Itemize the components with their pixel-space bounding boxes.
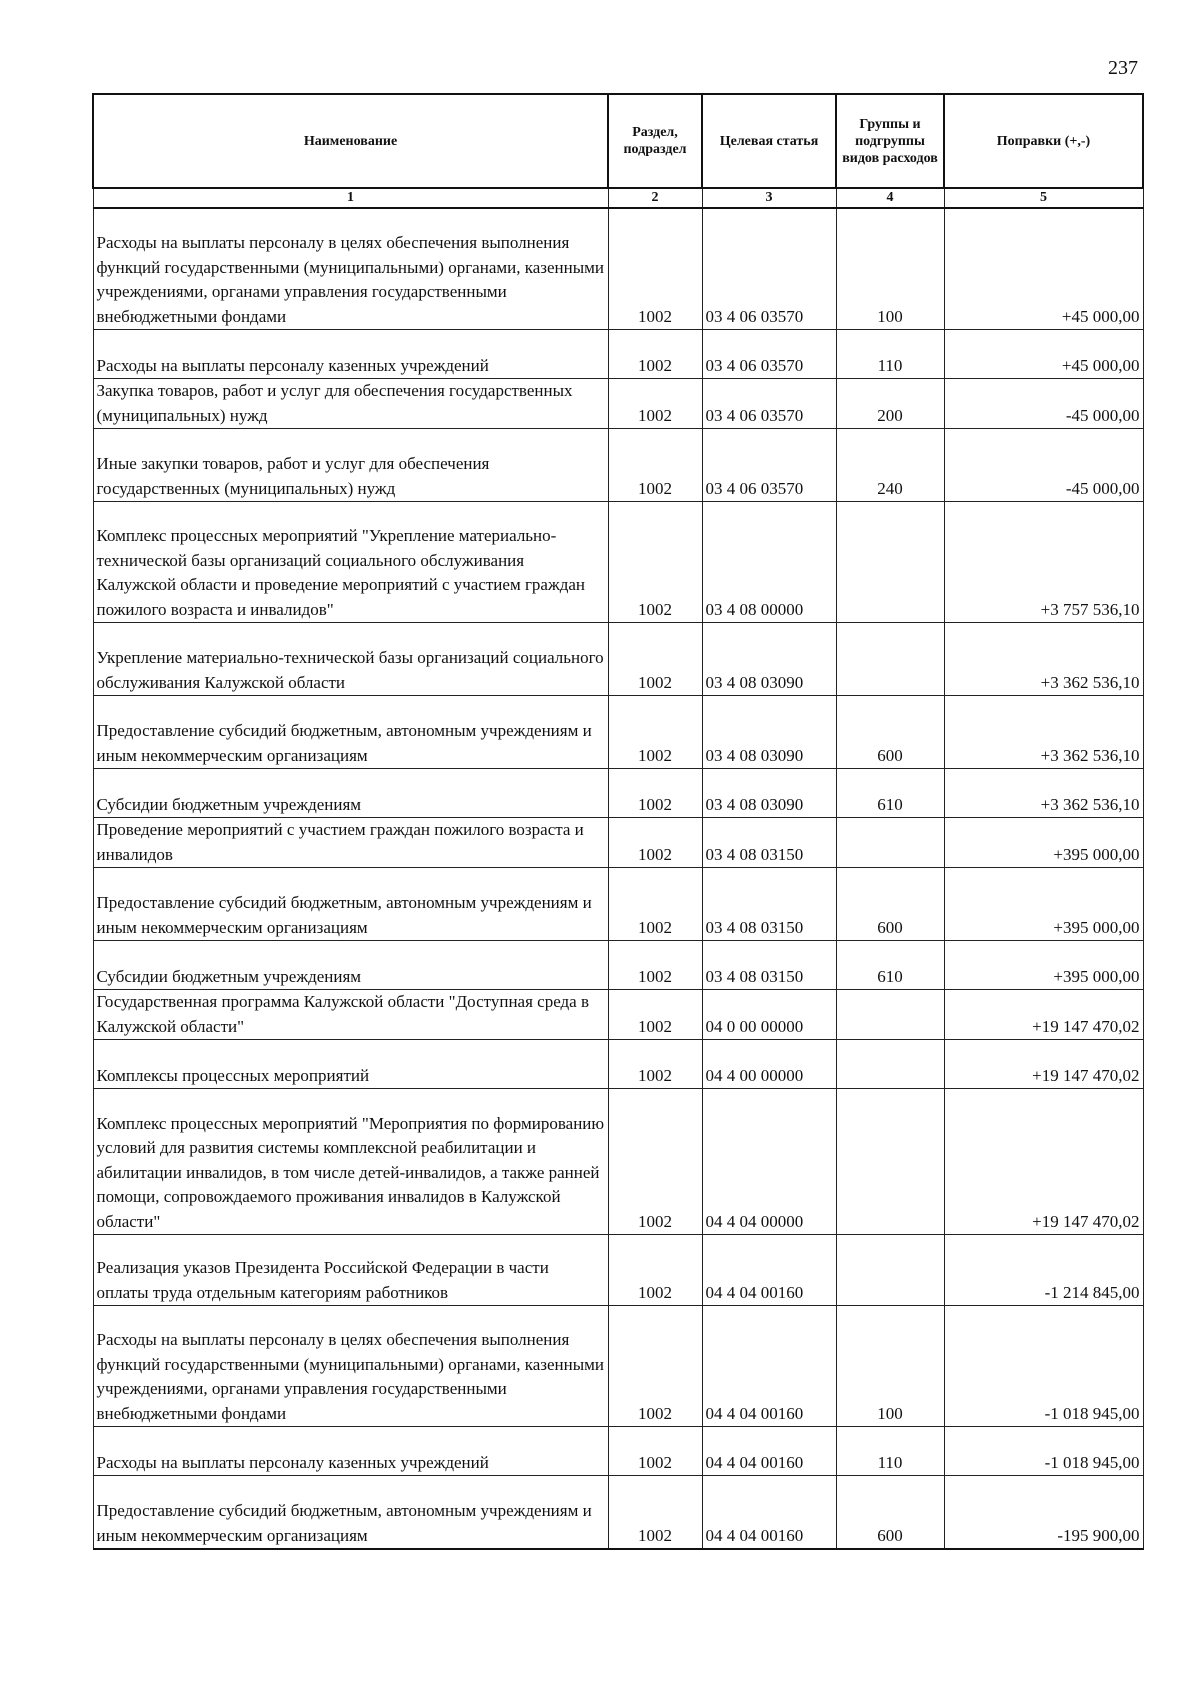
- row-name: Реализация указов Президента Российской Федерации в части оплаты труда отдельным категориям работников: [93, 1235, 608, 1306]
- row-target-article: 04 0 00 00000: [702, 990, 836, 1040]
- row-expense-group: 200: [836, 379, 944, 429]
- row-amount: +3 362 536,10: [944, 696, 1143, 769]
- row-section: 1002: [608, 1089, 702, 1235]
- row-name: Проведение мероприятий с участием граждан пожилого возраста и инвалидов: [93, 818, 608, 868]
- row-amount: +45 000,00: [944, 330, 1143, 379]
- row-section: 1002: [608, 429, 702, 502]
- table-row: [93, 1427, 1143, 1476]
- row-section: 1002: [608, 1235, 702, 1306]
- row-expense-group: [836, 1040, 944, 1089]
- row-target-article: 03 4 08 03150: [702, 818, 836, 868]
- header-name: Наименование: [93, 94, 608, 188]
- row-expense-group: 610: [836, 941, 944, 990]
- row-name: Расходы на выплаты персоналу казенных учреждений: [93, 1427, 608, 1476]
- table-row: [93, 1040, 1143, 1089]
- row-section: 1002: [608, 990, 702, 1040]
- row-target-article: 04 4 04 00160: [702, 1476, 836, 1550]
- row-name: Закупка товаров, работ и услуг для обеспечения государственных (муниципальных) нужд: [93, 379, 608, 429]
- row-target-article: 03 4 06 03570: [702, 330, 836, 379]
- row-section: 1002: [608, 623, 702, 696]
- row-expense-group: [836, 1089, 944, 1235]
- row-name: Субсидии бюджетным учреждениям: [93, 769, 608, 818]
- row-name: Расходы на выплаты персоналу в целях обеспечения выполнения функций государственными (муниципальными) органами, казенными учреждениями, органами управления государственными внебюджетными фондами: [93, 208, 608, 330]
- row-expense-group: 110: [836, 330, 944, 379]
- row-target-article: 03 4 08 03090: [702, 696, 836, 769]
- row-expense-group: [836, 1235, 944, 1306]
- row-name: Субсидии бюджетным учреждениям: [93, 941, 608, 990]
- column-number-row: [93, 188, 1143, 208]
- table-row: [93, 818, 1143, 868]
- row-amount: -1 214 845,00: [944, 1235, 1143, 1306]
- column-number: 1: [93, 188, 608, 208]
- row-name: Иные закупки товаров, работ и услуг для обеспечения государственных (муниципальных) нужд: [93, 429, 608, 502]
- row-amount: +395 000,00: [944, 818, 1143, 868]
- row-target-article: 03 4 06 03570: [702, 379, 836, 429]
- row-amount: -195 900,00: [944, 1476, 1143, 1550]
- row-section: 1002: [608, 1427, 702, 1476]
- row-section: 1002: [608, 502, 702, 623]
- row-target-article: 03 4 08 03090: [702, 623, 836, 696]
- table-row: [93, 941, 1143, 990]
- row-name: Государственная программа Калужской области "Доступная среда в Калужской области": [93, 990, 608, 1040]
- table-row: [93, 1476, 1143, 1550]
- row-section: 1002: [608, 1306, 702, 1427]
- row-amount: +3 362 536,10: [944, 623, 1143, 696]
- row-target-article: 04 4 04 00000: [702, 1089, 836, 1235]
- row-expense-group: 240: [836, 429, 944, 502]
- column-number: 4: [836, 188, 944, 208]
- table-row: [93, 1089, 1143, 1235]
- row-name: Комплекс процессных мероприятий "Мероприятия по формированию условий для развития системы комплексной реабилитации и абилитации инвалидов, в том числе детей-инвалидов, а также ранней помощи, сопровождаемого проживания инвалидов в Калужской области": [93, 1089, 608, 1235]
- table-row: [93, 1235, 1143, 1306]
- row-name: Комплекс процессных мероприятий "Укрепление материально-технической базы организаций социального обслуживания Калужской области и проведение мероприятий с участием граждан пожилого возраста и инвалидов": [93, 502, 608, 623]
- row-target-article: 04 4 04 00160: [702, 1427, 836, 1476]
- row-amount: +395 000,00: [944, 941, 1143, 990]
- row-target-article: 03 4 08 03150: [702, 868, 836, 941]
- row-name: Расходы на выплаты персоналу в целях обеспечения выполнения функций государственными (муниципальными) органами, казенными учреждениями, органами управления государственными внебюджетными фондами: [93, 1306, 608, 1427]
- row-target-article: 04 4 04 00160: [702, 1235, 836, 1306]
- row-amount: -45 000,00: [944, 379, 1143, 429]
- header-article: Целевая статья: [702, 94, 836, 188]
- row-section: 1002: [608, 330, 702, 379]
- row-name: Укрепление материально-технической базы организаций социального обслуживания Калужской области: [93, 623, 608, 696]
- row-section: 1002: [608, 696, 702, 769]
- row-target-article: 03 4 06 03570: [702, 429, 836, 502]
- column-number: 5: [944, 188, 1143, 208]
- row-section: 1002: [608, 868, 702, 941]
- header-row: [93, 94, 1143, 188]
- row-expense-group: 610: [836, 769, 944, 818]
- row-target-article: 04 4 04 00160: [702, 1306, 836, 1427]
- table-row: [93, 1306, 1143, 1427]
- table-row: [93, 868, 1143, 941]
- budget-amendments-table: [92, 93, 1144, 1550]
- row-section: 1002: [608, 769, 702, 818]
- column-number: 2: [608, 188, 702, 208]
- row-expense-group: [836, 818, 944, 868]
- page-number: 237: [1108, 57, 1138, 79]
- row-expense-group: [836, 502, 944, 623]
- header-group: Группы и подгруппы видов расходов: [836, 94, 944, 188]
- row-amount: +19 147 470,02: [944, 990, 1143, 1040]
- row-amount: -45 000,00: [944, 429, 1143, 502]
- row-section: 1002: [608, 941, 702, 990]
- row-expense-group: [836, 623, 944, 696]
- row-expense-group: 110: [836, 1427, 944, 1476]
- row-amount: +3 757 536,10: [944, 502, 1143, 623]
- row-name: Предоставление субсидий бюджетным, автономным учреждениям и иным некоммерческим организациям: [93, 696, 608, 769]
- row-expense-group: 600: [836, 868, 944, 941]
- row-expense-group: 600: [836, 1476, 944, 1550]
- row-target-article: 03 4 06 03570: [702, 208, 836, 330]
- table-row: [93, 208, 1143, 330]
- row-expense-group: [836, 990, 944, 1040]
- table-row: [93, 429, 1143, 502]
- table-row: [93, 379, 1143, 429]
- row-name: Предоставление субсидий бюджетным, автономным учреждениям и иным некоммерческим организациям: [93, 868, 608, 941]
- row-target-article: 04 4 00 00000: [702, 1040, 836, 1089]
- row-amount: +19 147 470,02: [944, 1040, 1143, 1089]
- row-target-article: 03 4 08 00000: [702, 502, 836, 623]
- row-amount: +3 362 536,10: [944, 769, 1143, 818]
- table-row: [93, 330, 1143, 379]
- table-row: [93, 623, 1143, 696]
- row-amount: +395 000,00: [944, 868, 1143, 941]
- row-amount: +45 000,00: [944, 208, 1143, 330]
- row-target-article: 03 4 08 03090: [702, 769, 836, 818]
- table-row: [93, 502, 1143, 623]
- row-section: 1002: [608, 1476, 702, 1550]
- row-section: 1002: [608, 1040, 702, 1089]
- row-amount: -1 018 945,00: [944, 1427, 1143, 1476]
- row-name: Предоставление субсидий бюджетным, автономным учреждениям и иным некоммерческим организациям: [93, 1476, 608, 1550]
- row-section: 1002: [608, 818, 702, 868]
- row-name: Расходы на выплаты персоналу казенных учреждений: [93, 330, 608, 379]
- header-section: Раздел, подраздел: [608, 94, 702, 188]
- column-number: 3: [702, 188, 836, 208]
- table-row: [93, 696, 1143, 769]
- row-section: 1002: [608, 379, 702, 429]
- row-amount: -1 018 945,00: [944, 1306, 1143, 1427]
- row-expense-group: 100: [836, 1306, 944, 1427]
- row-target-article: 03 4 08 03150: [702, 941, 836, 990]
- row-section: 1002: [608, 208, 702, 330]
- row-expense-group: 100: [836, 208, 944, 330]
- row-name: Комплексы процессных мероприятий: [93, 1040, 608, 1089]
- table-row: [93, 769, 1143, 818]
- row-expense-group: 600: [836, 696, 944, 769]
- table-row: [93, 990, 1143, 1040]
- row-amount: +19 147 470,02: [944, 1089, 1143, 1235]
- header-amount: Поправки (+,-): [944, 94, 1143, 188]
